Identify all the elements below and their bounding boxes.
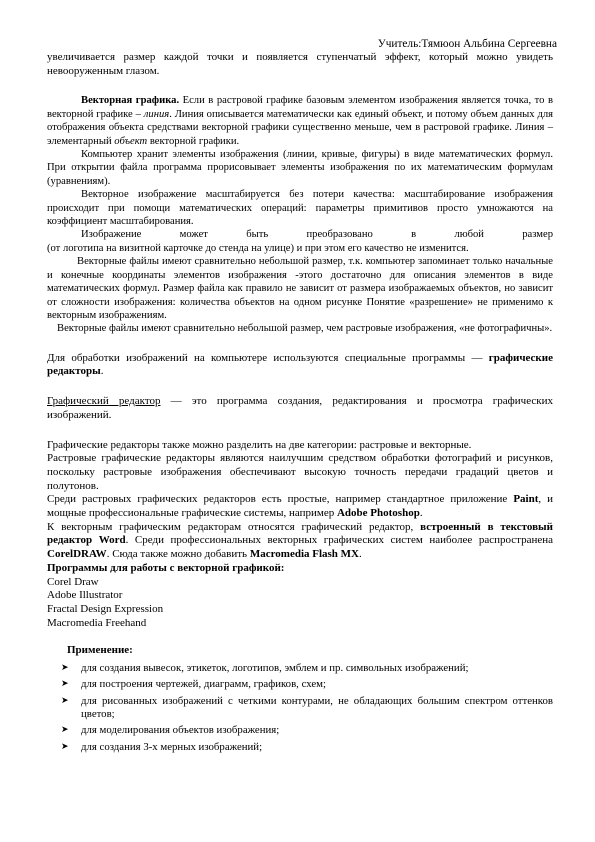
- program-item: Corel Draw: [47, 575, 99, 588]
- editors-p1-bold: графические редакторы: [47, 351, 553, 378]
- intro-paragraph: увеличивается размер каждой точки и появляется ступенчатый эффект, который можно увидеть невооруженным глазом.: [47, 51, 553, 77]
- arrow-bullet-icon: ➤: [61, 725, 69, 736]
- list-item: [47, 741, 553, 754]
- raster-ex-text-a: Среди растровых графических редакторов есть простые, например стандартное приложение: [47, 493, 514, 506]
- vector-paragraph-3: Векторное изображение масштабируется без потери качества: масштабирование изображения происходит при помощи математических операций: параметры примитивов просто умножаются на коэффициент масштабирования.: [47, 189, 553, 228]
- vector-p1-text-b: . Линия описывается математически как единый объект, и потому объем данных для отображения объекта средствами векторной графики существенно меньше, чем в растровой графике. Линия – элементарный: [47, 108, 554, 147]
- vector-paragraph-4-line-1: Изображение может быть преобразовано в любой размер: [81, 229, 553, 241]
- vector-p1-text-a: Если в растровой графике базовым элементом изображения является точка, то в векторной графике –: [47, 95, 553, 120]
- flash-bold: Macromedia Flash MX: [249, 548, 359, 561]
- graphic-editor-link[interactable]: Графический редактор: [47, 395, 161, 408]
- program-item: Fractal Design Expression: [47, 602, 164, 615]
- editor-definition-paragraph: [47, 395, 553, 422]
- editor-categories-paragraph: Графические редакторы также можно разделить на две категории: растровые и векторные.: [47, 438, 472, 451]
- vector-ed-text-b: . Среди профессиональных векторных графических систем наиболее распространена: [125, 534, 553, 547]
- programs-title: [47, 562, 553, 576]
- vector-paragraph-1: [47, 94, 553, 148]
- raster-examples-paragraph: [47, 493, 553, 520]
- applications-list: [47, 662, 553, 754]
- program-item: Macromedia Freehand: [47, 616, 147, 629]
- editors-p1-text-a: Для обработки изображений на компьютере используются специальные программы —: [47, 351, 489, 364]
- list-item: [47, 695, 553, 722]
- teacher-header: Учитель:Тямюон Альбина Сергеевна: [377, 38, 557, 50]
- vector-section: [47, 94, 553, 335]
- applications-title: Применение:: [67, 644, 133, 657]
- list-item: [47, 662, 553, 675]
- list-item: [47, 678, 553, 691]
- raster-editors-paragraph: Растровые графические редакторы являются наилучшим средством обработки фотографий и рисунков, поскольку растровые изображения обеспечивают высокую точность передачи градаций цветов и полутонов.: [47, 452, 553, 492]
- raster-ex-text-c: .: [419, 507, 423, 520]
- list-item-text: для построения чертежей, диаграмм, графиков, схем;: [81, 678, 326, 691]
- document-body: [47, 51, 553, 757]
- list-item-text: для моделирования объектов изображения;: [81, 724, 280, 737]
- vector-p1-line-italic: линия: [143, 108, 170, 120]
- vector-paragraph-2: Компьютер хранит элементы изображения (линии, кривые, фигуры) в виде математических формул. При открытии файла программа прорисовывает элементы изображения по их математическим формулам (уравнениям).: [47, 149, 553, 187]
- vector-title: Векторная графика.: [81, 95, 180, 107]
- paint-bold: Paint: [513, 493, 539, 506]
- vector-editors-paragraph: [47, 521, 553, 562]
- vector-p1-object-italic: объект: [114, 135, 148, 147]
- list-item: [47, 724, 553, 737]
- vector-paragraph-5: Векторные файлы имеют сравнительно небольшой размер, т.к. компьютер запоминает только начальные и конечные координаты элементов изображения -этого достаточно для описания элементов в виде математических формул. Размер файла как правило не зависит от размера изображаемых объектов, но зависит от сложности изображения: количества объектов на одном рисунке Понятие «разрешение» не применимо к векторным изображениям.: [47, 256, 553, 321]
- editors-intro-paragraph: [47, 352, 553, 379]
- arrow-bullet-icon: ➤: [61, 662, 69, 673]
- programs-title-bold: Программы для работы с векторной графикой:: [47, 561, 285, 574]
- coreldraw-bold: CorelDRAW: [47, 548, 107, 561]
- vector-ed-text-d: .: [359, 548, 362, 561]
- arrow-bullet-icon: ➤: [61, 741, 69, 752]
- vector-ed-text-c: . Сюда также можно добавить: [106, 548, 250, 561]
- editor-definition-text: — это программа создания, редактирования и просмотра графических изображений.: [47, 395, 553, 421]
- list-item-text: для создания 3-х мерных изображений;: [81, 740, 263, 753]
- arrow-bullet-icon: ➤: [61, 695, 69, 706]
- raster-ex-text-b: , и мощные профессиональные графические системы, например: [47, 493, 553, 520]
- photoshop-bold: Adobe Photoshop: [336, 507, 420, 520]
- vector-p1-text-c: векторной графики.: [147, 135, 240, 147]
- list-item-text: для рисованных изображений с четкими контурами, не обладающих большим спектром оттенков цветов;: [81, 694, 553, 720]
- program-item: Adobe Illustrator: [47, 589, 123, 602]
- word-bold: встроенный в текстовый редактор Word: [47, 520, 553, 547]
- vector-paragraph-4-line-2: (от логотипа на визитной карточке до стенда на улице) и при этом его качество не изменится.: [47, 242, 469, 254]
- vector-ed-text-a: К векторным графическим редакторам относятся графический редактор,: [47, 520, 421, 533]
- list-item-text: для создания вывесок, этикеток, логотипов, эмблем и пр. символьных изображений;: [81, 661, 469, 674]
- arrow-bullet-icon: ➤: [61, 679, 69, 690]
- editors-p1-text-b: .: [100, 365, 104, 378]
- vector-paragraph-6: Векторные файлы имеют сравнительно небольшой размер, чем растровые изображения, «не фотографичны».: [57, 323, 553, 335]
